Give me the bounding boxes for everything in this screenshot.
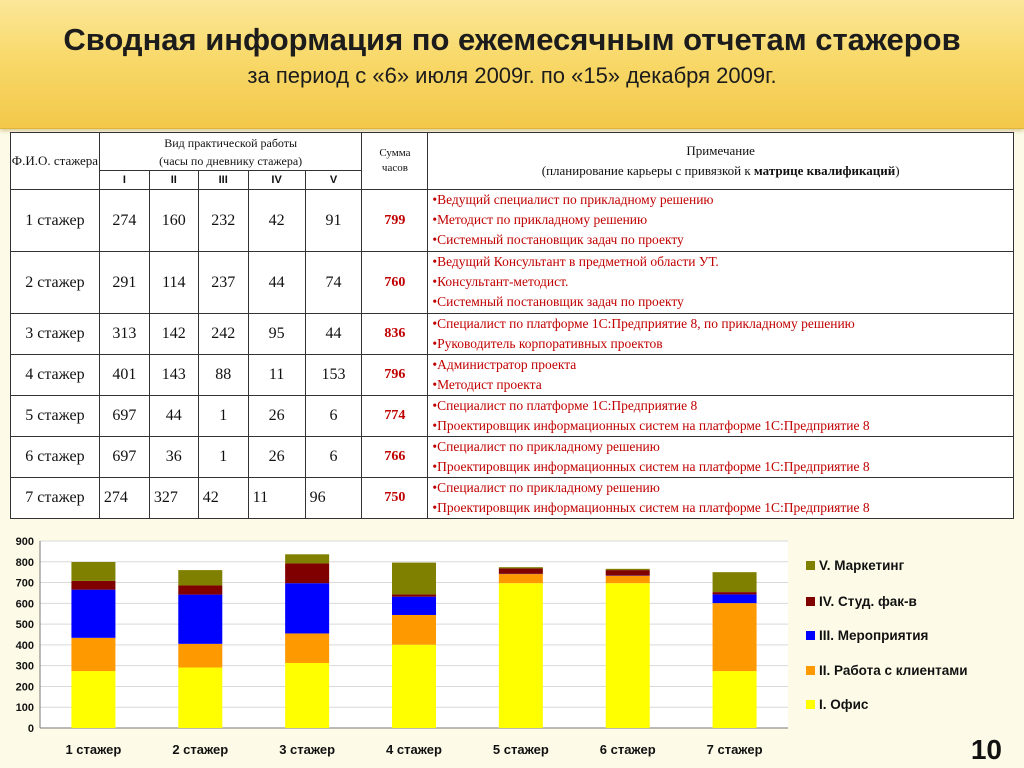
bar-segment	[606, 583, 650, 728]
trainee-name: 1 стажер	[11, 190, 100, 252]
hours-cell: 114	[149, 252, 198, 314]
trainee-name: 5 стажер	[11, 396, 100, 437]
hours-cell: 697	[99, 396, 149, 437]
hours-cell: 26	[248, 396, 305, 437]
note-line: •Проектировщик информационных систем на платформе 1С:Предприятие 8	[432, 500, 870, 515]
bar-segment	[285, 563, 329, 583]
trainee-name: 6 стажер	[11, 437, 100, 478]
note-line: •Специалист по прикладному решению	[432, 480, 660, 495]
x-tick-label: 4 стажер	[386, 742, 442, 757]
bar-segment	[606, 569, 650, 570]
bar-segment	[499, 567, 543, 568]
note-line: •Консультант-методист.	[432, 274, 569, 289]
bar-segment	[71, 562, 115, 581]
hours-cell: 313	[99, 314, 149, 355]
header-col-1: I	[99, 171, 149, 190]
page-number: 10	[970, 734, 1002, 765]
legend-label: III. Мероприятия	[819, 628, 929, 643]
note-line: •Ведущий Консультант в предметной области УТ.	[432, 254, 719, 269]
hours-cell: 44	[248, 252, 305, 314]
bar-segment	[71, 671, 115, 728]
note-cell	[428, 396, 1014, 437]
legend-label: IV. Студ. фак-в	[819, 594, 917, 609]
bar-segment	[285, 633, 329, 663]
sum-cell: 760	[362, 252, 428, 314]
bar-segment	[392, 615, 436, 645]
header-sum: Сумма часов	[362, 133, 428, 190]
bar-segment	[178, 668, 222, 728]
bar-segment	[713, 671, 757, 728]
hours-cell: 44	[149, 396, 198, 437]
bar-segment	[71, 638, 115, 671]
hours-cell: 96	[305, 478, 362, 519]
stacked-bar-chart	[0, 530, 1024, 768]
sum-cell: 766	[362, 437, 428, 478]
note-cell	[428, 355, 1014, 396]
trainee-name: 4 стажер	[11, 355, 100, 396]
bar-segment	[499, 583, 543, 728]
note-line: •Методист проекта	[432, 377, 542, 392]
legend-swatch	[806, 561, 815, 570]
hours-cell: 1	[198, 437, 248, 478]
y-tick-label: 800	[15, 556, 34, 569]
hours-cell: 42	[198, 478, 248, 519]
legend-label: V. Маркетинг	[819, 558, 905, 573]
hours-cell: 274	[99, 478, 149, 519]
bar-segment	[606, 576, 650, 583]
hours-cell: 327	[149, 478, 198, 519]
bar-segment	[71, 590, 115, 638]
y-tick-label: 700	[15, 577, 34, 590]
y-tick-label: 0	[27, 723, 34, 735]
bar-segment	[713, 594, 757, 603]
note-line: •Проектировщик информационных систем на платформе 1С:Предприятие 8	[432, 418, 870, 433]
note-line: •Администратор проекта	[432, 357, 577, 372]
legend-swatch	[806, 597, 815, 606]
table-row	[11, 252, 1014, 314]
note-line: •Проектировщик информационных систем на платформе 1С:Предприятие 8	[432, 459, 870, 474]
trainee-name: 2 стажер	[11, 252, 100, 314]
y-tick-label: 900	[15, 536, 34, 548]
hours-cell: 1	[198, 396, 248, 437]
hours-cell: 160	[149, 190, 198, 252]
header-col-4: IV	[248, 171, 305, 190]
bar-segment	[606, 570, 650, 575]
report-table	[10, 132, 1014, 519]
bar-segment	[392, 597, 436, 615]
bar-segment	[713, 603, 757, 671]
bar-segment	[285, 554, 329, 563]
bar-segment	[285, 583, 329, 633]
y-tick-label: 500	[15, 619, 34, 632]
header-fio: Ф.И.О. стажера	[11, 133, 100, 190]
bar-segment	[499, 574, 543, 583]
hours-cell: 153	[305, 355, 362, 396]
bar-segment	[71, 581, 115, 590]
note-line: •Системный постановщик задач по проекту	[432, 232, 684, 247]
table-row	[11, 314, 1014, 355]
note-line: •Системный постановщик задач по проекту	[432, 294, 684, 309]
header-col-5: V	[305, 171, 362, 190]
x-tick-label: 6 стажер	[599, 742, 656, 757]
table-row	[11, 478, 1014, 519]
y-tick-label: 200	[15, 681, 34, 694]
note-line: •Ведущий специалист по прикладному решению	[432, 192, 714, 207]
table-row	[11, 190, 1014, 252]
slide-title: Сводная информация по ежемесячным отчетам стажеров	[63, 22, 961, 57]
hours-cell: 44	[305, 314, 362, 355]
legend-label: II. Работа с клиентами	[819, 663, 968, 678]
table-row	[11, 355, 1014, 396]
sum-cell: 750	[362, 478, 428, 519]
hours-cell: 42	[248, 190, 305, 252]
note-line: •Руководитель корпоративных проектов	[432, 336, 663, 351]
note-line: •Методист по прикладному решению	[432, 212, 648, 227]
header-work: Вид практической работы (часы по дневнику стажера)	[99, 133, 362, 171]
slide-subtitle: за период с «6» июля 2009г. по «15» декабря 2009г.	[247, 63, 777, 88]
note-line: •Специалист по платформе 1С:Предприятие 8	[432, 398, 698, 413]
sum-cell: 836	[362, 314, 428, 355]
y-tick-label: 600	[15, 598, 34, 611]
sum-cell: 774	[362, 396, 428, 437]
bar-segment	[713, 572, 757, 592]
hours-cell: 237	[198, 252, 248, 314]
sum-cell: 799	[362, 190, 428, 252]
hours-cell: 242	[198, 314, 248, 355]
slide-header	[0, 0, 1024, 129]
hours-cell: 11	[248, 478, 305, 519]
bar-segment	[178, 585, 222, 594]
hours-cell: 274	[99, 190, 149, 252]
note-line: •Специалист по прикладному решению	[432, 439, 660, 454]
legend-label: I. Офис	[819, 697, 869, 712]
x-tick-label: 7 стажер	[706, 742, 763, 757]
y-tick-label: 300	[15, 660, 34, 673]
y-tick-label: 400	[15, 639, 34, 652]
note-cell	[428, 190, 1014, 252]
bar-segment	[392, 645, 436, 728]
bar-segment	[178, 570, 222, 585]
x-tick-label: 2 стажер	[172, 742, 229, 757]
note-line: •Специалист по платформе 1С:Предприятие 8, по прикладному решению	[432, 316, 855, 331]
hours-cell: 142	[149, 314, 198, 355]
legend-swatch	[806, 666, 815, 675]
trainee-name: 3 стажер	[11, 314, 100, 355]
bar-segment	[178, 595, 222, 644]
hours-cell: 6	[305, 396, 362, 437]
legend-swatch	[806, 700, 815, 709]
sum-cell: 796	[362, 355, 428, 396]
x-tick-label: 1 стажер	[65, 742, 122, 757]
hours-cell: 291	[99, 252, 149, 314]
trainee-name: 7 стажер	[11, 478, 100, 519]
hours-cell: 91	[305, 190, 362, 252]
table-row	[11, 396, 1014, 437]
y-tick-label: 100	[15, 702, 34, 715]
note-cell	[428, 437, 1014, 478]
hours-cell: 11	[248, 355, 305, 396]
bar-segment	[285, 663, 329, 728]
hours-cell: 6	[305, 437, 362, 478]
x-tick-label: 5 стажер	[492, 742, 549, 757]
hours-cell: 26	[248, 437, 305, 478]
legend-swatch	[806, 631, 815, 640]
hours-cell: 95	[248, 314, 305, 355]
hours-cell: 697	[99, 437, 149, 478]
hours-cell: 401	[99, 355, 149, 396]
hours-cell: 232	[198, 190, 248, 252]
bar-segment	[178, 644, 222, 668]
header-note: Примечание (планирование карьеры с привязкой к матрице квалификаций)	[428, 133, 1014, 190]
bar-segment	[713, 592, 757, 594]
x-tick-label: 3 стажер	[279, 742, 336, 757]
hours-cell: 88	[198, 355, 248, 396]
bar-segment	[392, 594, 436, 596]
header-col-3: III	[198, 171, 248, 190]
bar-segment	[392, 563, 436, 595]
note-cell	[428, 478, 1014, 519]
hours-cell: 143	[149, 355, 198, 396]
hours-cell: 36	[149, 437, 198, 478]
header-col-2: II	[149, 171, 198, 190]
table-row	[11, 437, 1014, 478]
hours-cell: 74	[305, 252, 362, 314]
note-cell	[428, 314, 1014, 355]
bar-segment	[499, 568, 543, 573]
note-cell	[428, 252, 1014, 314]
